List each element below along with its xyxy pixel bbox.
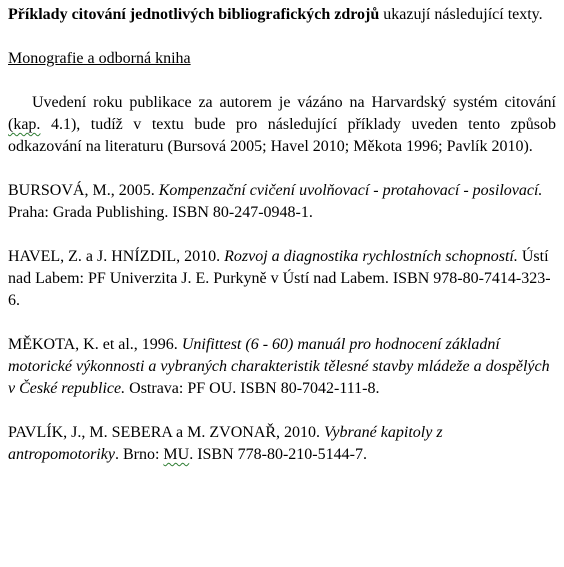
reference-publisher-start: . Brno:	[114, 446, 164, 463]
body-text-start: Uvedení roku publikace za autorem je vázáno na Harvardský systém citování	[32, 94, 556, 111]
reference-bursova	[8, 180, 556, 224]
spellcheck-marked-text: (kap.	[8, 116, 41, 133]
intro-bold-text: Příklady citování jednotlivých bibliografických zdrojů	[8, 6, 380, 23]
intro-paragraph	[8, 4, 556, 26]
intro-text: ukazují následující texty.	[379, 6, 543, 23]
reference-authors: HAVEL, Z. a J. HNÍZDIL, 2010.	[8, 248, 225, 265]
reference-title: Unifittest (6 - 60) manuál pro hodnocení základní motorické výkonnosti a vybraných charakteristik tělesné stavby mládeže a dospělých v České republice.	[8, 336, 550, 397]
reference-authors: BURSOVÁ, M., 2005.	[8, 182, 159, 199]
reference-havel	[8, 246, 556, 312]
body-text-end: 4.1), tudíž v textu bude pro následující příklady uveden tento způsob odkazování na literaturu (Bursová 2005; Havel 2010; Měkota 1996; Pavlík 2010).	[8, 116, 556, 155]
reference-publisher: Praha: Grada Publishing. ISBN 80-247-0948-1.	[8, 204, 313, 221]
section-heading: Monografie a odborná kniha	[8, 50, 191, 67]
reference-publisher: Ostrava: PF OU. ISBN 80-7042-111-8.	[125, 380, 380, 397]
reference-publisher: Ústí nad Labem: PF Univerzita J. E. Purkyně v Ústí nad Labem. ISBN 978-80-7414-323-6.	[8, 248, 551, 309]
reference-pavlik	[8, 422, 556, 466]
reference-title: Kompenzační cvičení uvolňovací - protahovací - posilovací.	[158, 182, 543, 199]
spellcheck-marked-text: MU	[163, 446, 190, 463]
reference-title: Vybrané kapitoly z antropomotoriky	[8, 424, 443, 463]
document-page	[8, 4, 556, 466]
reference-isbn: . ISBN 778-80-210-5144-7.	[189, 446, 367, 463]
reference-authors: PAVLÍK, J., M. SEBERA a M. ZVONAŘ, 2010.	[8, 424, 325, 441]
body-paragraph	[8, 92, 556, 158]
reference-mekota	[8, 334, 556, 400]
reference-title: Rozvoj a diagnostika rychlostních schopností.	[224, 248, 518, 265]
reference-authors: MĚKOTA, K. et al., 1996.	[8, 336, 182, 353]
